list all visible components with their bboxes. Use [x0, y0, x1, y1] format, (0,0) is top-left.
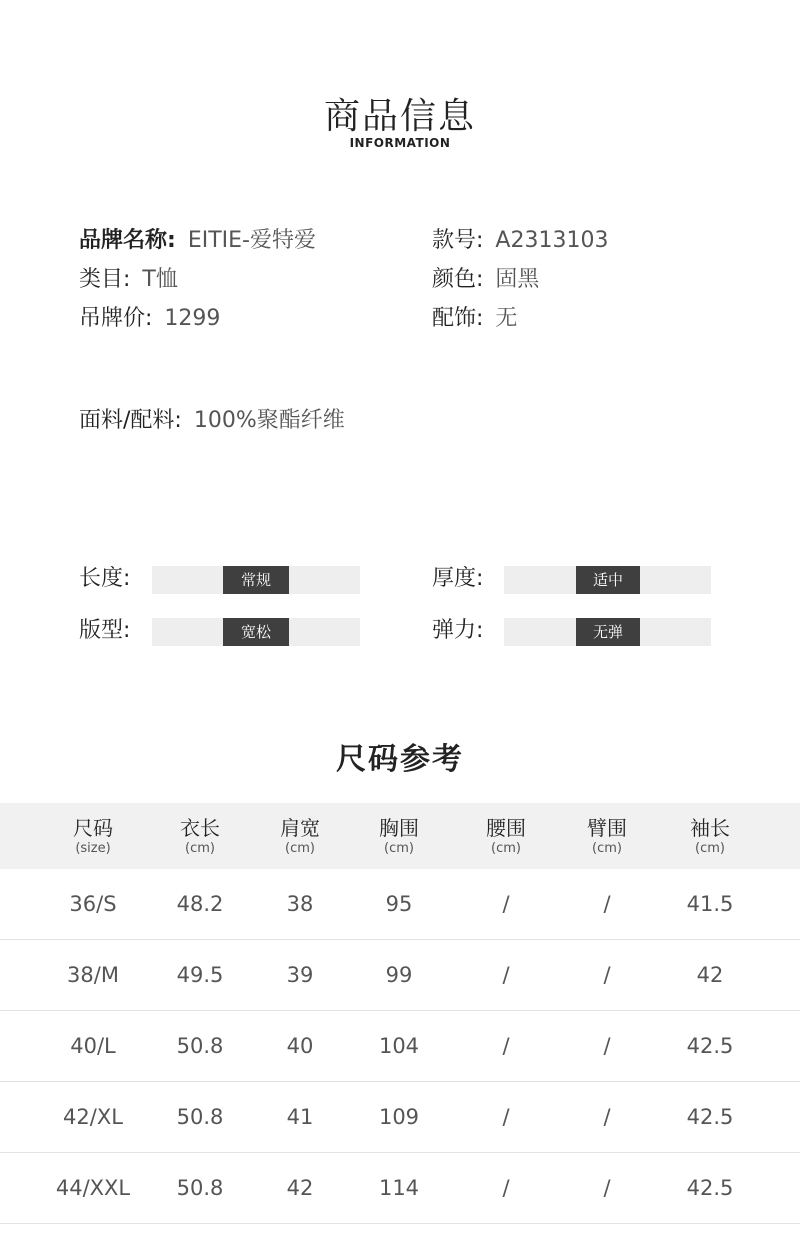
info-accessory: [432, 304, 517, 334]
col-header-unit: (cm): [285, 841, 315, 856]
cell-chest: 104: [378, 1034, 420, 1058]
info-color-value: 固黑: [495, 267, 540, 292]
table-row: [0, 940, 800, 1011]
cell-waist: /: [502, 1034, 510, 1058]
col-header-unit: (cm): [185, 841, 215, 856]
cell-sleeve: 42.5: [686, 1176, 734, 1200]
attr-elasticity-label: 弹力:: [432, 618, 484, 643]
cell-length: 50.8: [176, 1176, 224, 1200]
cell-size: 44/XXL: [55, 1176, 131, 1200]
col-header-chest: [379, 803, 419, 869]
cell-size: 38/M: [67, 963, 119, 987]
cell-arm: /: [603, 963, 611, 987]
cell-size: 42/XL: [63, 1105, 123, 1129]
attr-thickness-value: 适中: [576, 566, 640, 594]
cell-waist: /: [502, 1105, 510, 1129]
cell-length: 50.8: [176, 1034, 224, 1058]
col-header-label: 尺码: [73, 816, 113, 840]
info-category-label: 类目:: [79, 267, 131, 292]
col-header-unit: (size): [75, 841, 111, 856]
info-brand-label: 品牌名称:: [79, 228, 176, 253]
cell-size: 40/L: [70, 1034, 116, 1058]
col-header-shoulder: [280, 803, 320, 869]
col-header-label: 袖长: [690, 816, 730, 840]
info-tag-price: [79, 304, 220, 334]
col-header-unit: (cm): [695, 841, 725, 856]
cell-shoulder: 41: [286, 1105, 314, 1129]
size-chart-header: [0, 803, 800, 869]
table-row: [0, 1153, 800, 1224]
cell-shoulder: 40: [286, 1034, 314, 1058]
col-header-label: 腰围: [486, 816, 526, 840]
cell-sleeve: 41.5: [686, 892, 734, 916]
attr-length-label: 长度:: [79, 566, 131, 591]
cell-shoulder: 42: [286, 1176, 314, 1200]
cell-sleeve: 42.5: [686, 1105, 734, 1129]
cell-length: 50.8: [176, 1105, 224, 1129]
cell-chest: 99: [385, 963, 413, 987]
page-title: 商品信息: [323, 96, 476, 137]
col-header-size: [73, 803, 113, 869]
col-header-label: 衣长: [180, 816, 220, 840]
page-subtitle: INFORMATION: [349, 136, 451, 150]
col-header-length: [180, 803, 220, 869]
col-header-sleeve: [690, 803, 730, 869]
col-header-unit: (cm): [491, 841, 521, 856]
attr-length-value: 常规: [223, 566, 289, 594]
col-header-label: 胸围: [379, 816, 419, 840]
col-header-label: 臂围: [587, 816, 627, 840]
attr-thickness-label: 厚度:: [432, 566, 484, 591]
cell-shoulder: 38: [286, 892, 314, 916]
info-color-label: 颜色:: [432, 267, 484, 292]
attr-fit-value: 宽松: [223, 618, 289, 646]
cell-size: 36/S: [69, 892, 117, 916]
info-category: [79, 265, 178, 295]
attr-fit-label: 版型:: [79, 618, 131, 643]
size-chart-table: [0, 803, 800, 1224]
col-header-waist: [486, 803, 526, 869]
cell-arm: /: [603, 892, 611, 916]
info-style-no-value: A2313103: [495, 228, 609, 253]
cell-chest: 95: [385, 892, 413, 916]
info-accessory-value: 无: [495, 306, 518, 331]
col-header-unit: (cm): [592, 841, 622, 856]
cell-shoulder: 39: [286, 963, 314, 987]
cell-arm: /: [603, 1105, 611, 1129]
info-tag-price-value: 1299: [164, 306, 221, 331]
size-chart-title: 尺码参考: [336, 742, 464, 777]
info-color: [432, 265, 539, 295]
col-header-arm: [587, 803, 627, 869]
info-accessory-label: 配饰:: [432, 306, 484, 331]
info-brand: [79, 226, 316, 256]
cell-chest: 114: [378, 1176, 420, 1200]
cell-sleeve: 42: [696, 963, 724, 987]
cell-arm: /: [603, 1034, 611, 1058]
info-fabric: [79, 406, 345, 436]
col-header-unit: (cm): [384, 841, 414, 856]
col-header-label: 肩宽: [280, 816, 320, 840]
info-brand-value: EITIE-爱特爱: [187, 228, 316, 253]
cell-arm: /: [603, 1176, 611, 1200]
info-fabric-label: 面料/配料:: [79, 408, 182, 433]
table-row: [0, 1011, 800, 1082]
info-tag-price-label: 吊牌价:: [79, 306, 153, 331]
table-row: [0, 869, 800, 940]
info-category-value: T恤: [142, 267, 178, 292]
cell-waist: /: [502, 892, 510, 916]
cell-chest: 109: [378, 1105, 420, 1129]
attr-elasticity-value: 无弹: [576, 618, 640, 646]
cell-length: 48.2: [176, 892, 224, 916]
cell-sleeve: 42.5: [686, 1034, 734, 1058]
cell-waist: /: [502, 1176, 510, 1200]
table-row: [0, 1082, 800, 1153]
info-style-no: [432, 226, 608, 256]
cell-length: 49.5: [176, 963, 224, 987]
cell-waist: /: [502, 963, 510, 987]
info-style-no-label: 款号:: [432, 228, 484, 253]
info-fabric-value: 100%聚酯纤维: [193, 408, 345, 433]
